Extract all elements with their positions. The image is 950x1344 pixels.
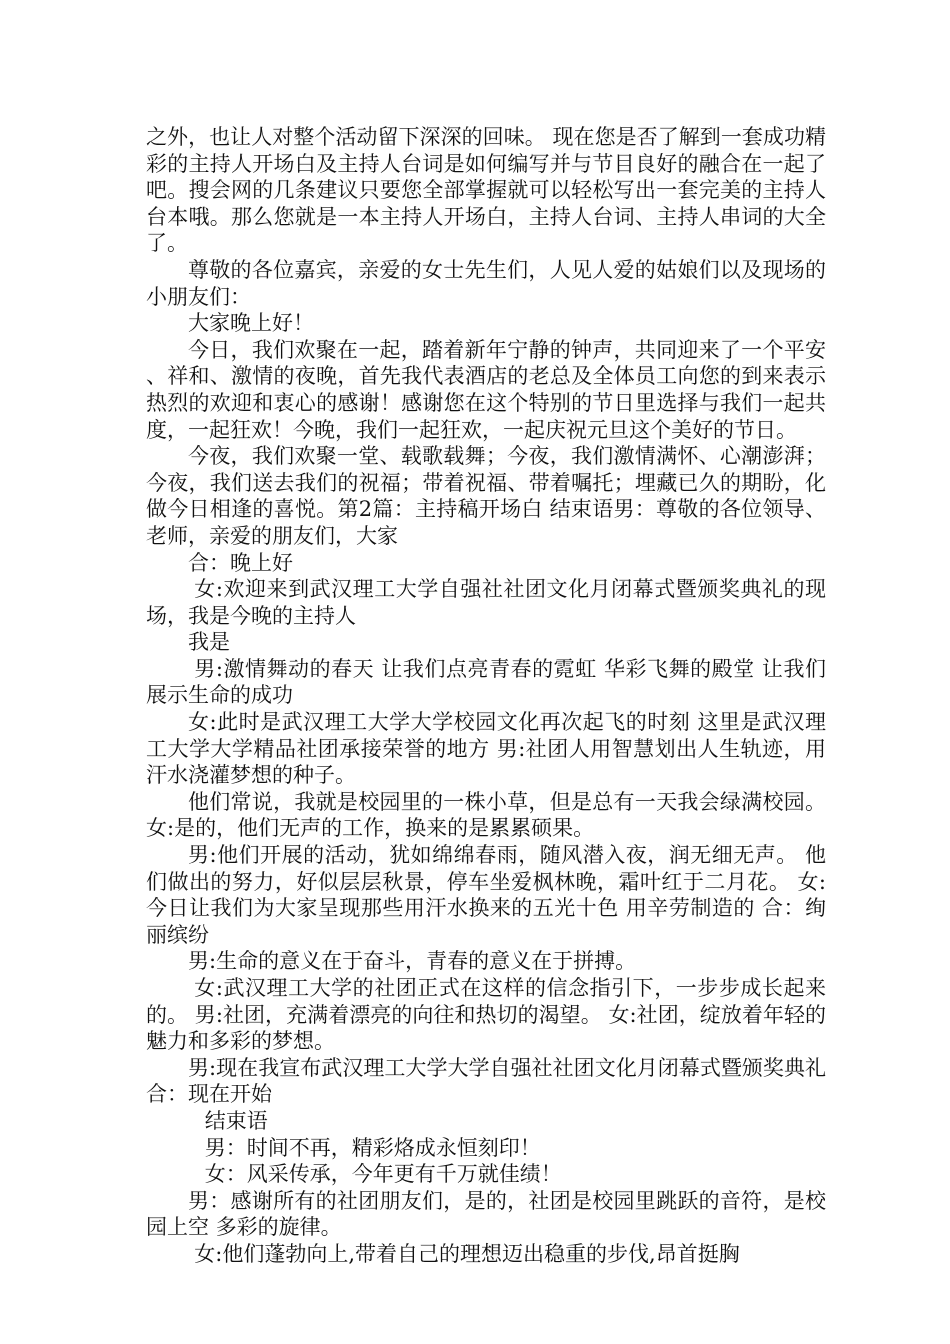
paragraph-5: 今夜，我们欢聚一堂、载歌载舞；今夜，我们激情满怀、心潮澎湃；今夜，我们送去我们的祝福；带着祝福、带着嘱托；埋藏已久的期盼，化做今日相逢的喜悦。第2篇：主持稿开场白 结束语男：尊敬的各位领导、老师，亲爱的朋友们，大家 [146, 444, 826, 548]
paragraph-18: 女：风采传承，今年更有千万就佳绩！ [204, 1162, 562, 1187]
paragraph-10: 女:此时是武汉理工大学大学校园文化再次起飞的时刻 这里是武汉理工大学大学精品社团承接荣誉的地方 男:社团人用智慧划出人生轨迹，用汗水浇灌梦想的种子。 [146, 710, 826, 788]
paragraph-9: 男:激情舞动的春天 让我们点亮青春的霓虹 华彩飞舞的殿堂 让我们展示生命的成功 [146, 656, 826, 708]
paragraph-12: 男:他们开展的活动，犹如绵绵春雨，随风潜入夜，润无细无声。 他们做出的努力，好似层层秋景，停车坐爱枫林晚，霜叶红于二月花。 女:今日让我们为大家呈现那些用汗水换来的五光十色 用辛劳制造的 合：绚丽缤纷 [146, 843, 826, 947]
paragraph-1: 之外，也让人对整个活动留下深深的回味。 现在您是否了解到一套成功精彩的主持人开场白及主持人台词是如何编写并与节目良好的融合在一起了吧。搜会网的几条建议只要您全部掌握就可以轻松写出一套完美的主持人台本哦。那么您就是一本主持人开场白，主持人台词、主持人串词的大全了。 [146, 125, 826, 256]
paragraph-2: 尊敬的各位嘉宾，亲爱的女士先生们，人见人爱的姑娘们以及现场的小朋友们： [146, 257, 826, 309]
paragraph-13: 男:生命的意义在于奋斗，青春的意义在于拼搏。 [188, 949, 637, 974]
paragraph-3: 大家晚上好！ [188, 311, 314, 336]
paragraph-4: 今日，我们欢聚在一起，踏着新年宁静的钟声，共同迎来了一个平安、祥和、激情的夜晚，首先我代表酒店的老总及全体员工向您的到来表示热烈的欢迎和衷心的感谢！感谢您在这个特别的节日里选择与我们一起共度，一起狂欢！今晚，我们一起狂欢，一起庆祝元旦这个美好的节日。 [146, 337, 826, 442]
paragraph-8: 我是 [188, 630, 230, 655]
paragraph-19: 男：感谢所有的社团朋友们，是的，社团是校园里跳跃的音符，是校园上空 多彩的旋律。 [146, 1188, 826, 1240]
paragraph-14: 女:武汉理工大学的社团正式在这样的信念指引下，一步步成长起来的。 男:社团，充满着漂亮的向往和热切的渴望。 女:社团，绽放着年轻的魅力和多彩的梦想。 [146, 976, 826, 1054]
paragraph-6: 合：晚上好 [188, 550, 293, 575]
document-body [146, 124, 833, 1268]
paragraph-7: 女:欢迎来到武汉理工大学自强社社团文化月闭幕式暨颁奖典礼的现场，我是今晚的主持人 [146, 577, 826, 628]
paragraph-15: 男:现在我宣布武汉理工大学大学自强社社团文化月闭幕式暨颁奖典礼 合：现在开始 [146, 1055, 833, 1107]
paragraph-17: 男：时间不再，精彩烙成永恒刻印！ [204, 1135, 541, 1160]
paragraph-16: 结束语 [204, 1108, 268, 1133]
paragraph-11: 他们常说，我就是校园里的一株小草，但是总有一天我会绿满校园。 女:是的，他们无声的工作，换来的是累累硕果。 [146, 789, 833, 841]
paragraph-20: 女:他们蓬勃向上,带着自己的理想迈出稳重的步伐,昂首挺胸 [194, 1241, 740, 1266]
